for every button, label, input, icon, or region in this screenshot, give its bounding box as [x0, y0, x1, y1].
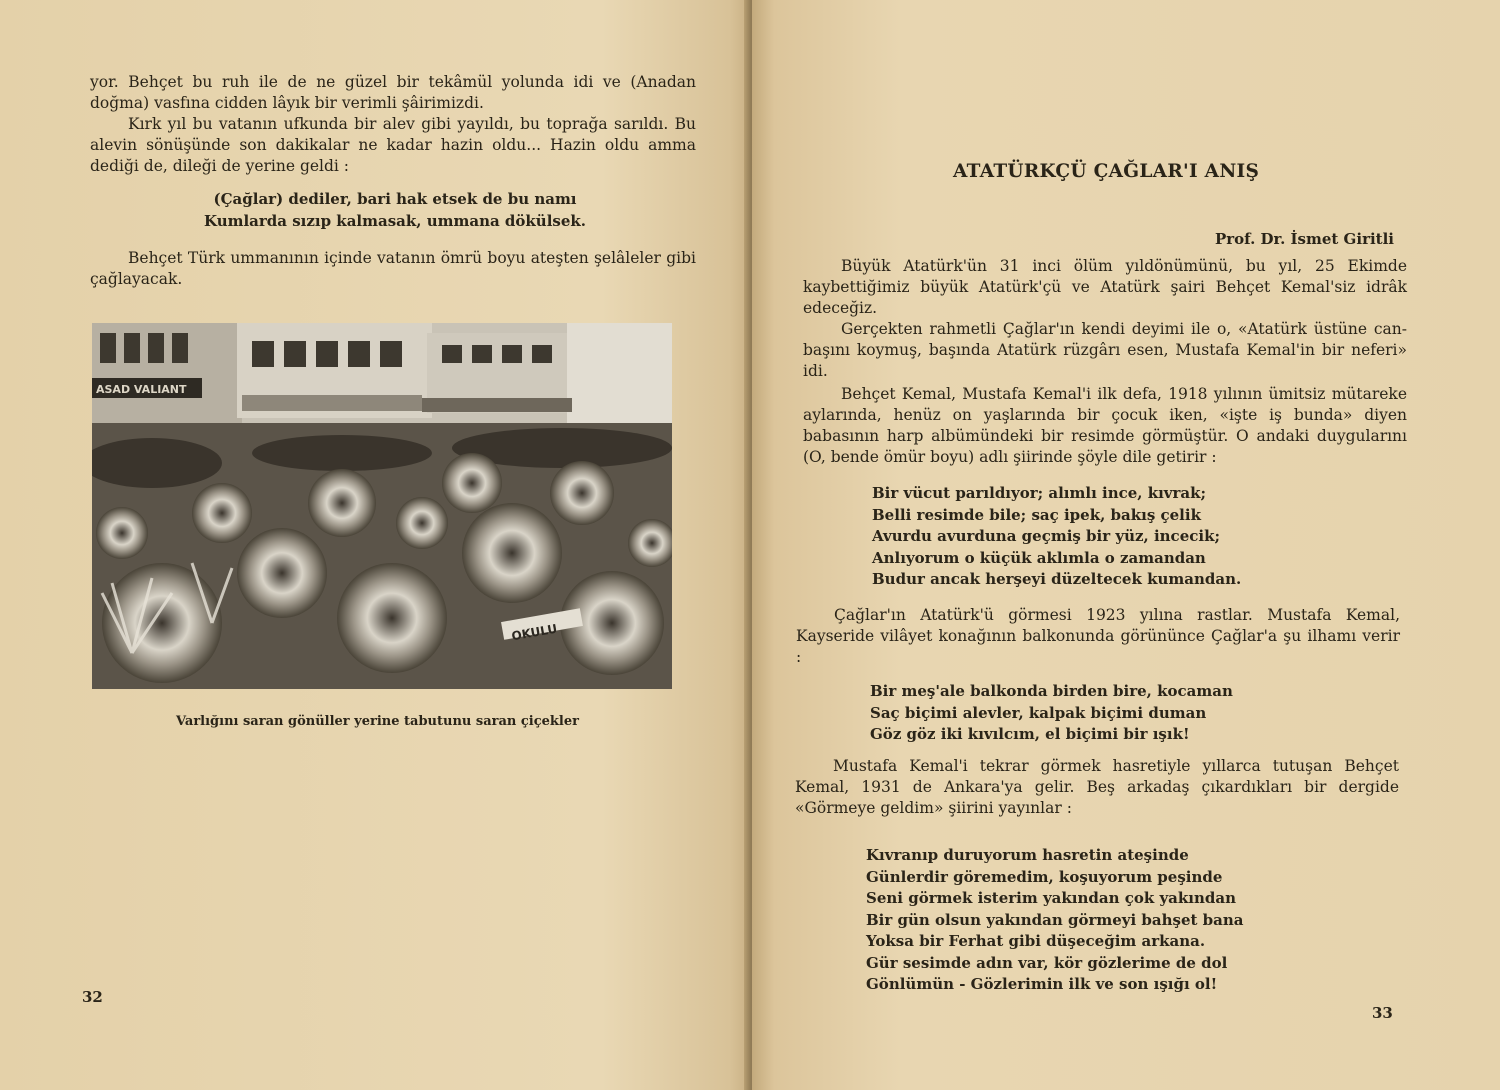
- right-paragraph-3-text: Behçet Kemal, Mustafa Kemal'i ilk defa, 1918 yılının ümitsiz mütareke aylarında, henüz on yaşlarında bir çocuk iken, «işte iş bunda» diyen babasının harp albümündeki bir resimde görmüştür. O andaki duygularını (O, bende ömür boyu) adlı şiirinde şöyle dile getirir :: [803, 385, 1407, 466]
- verse-line: Kıvranıp duruyorum hasretin ateşinde: [866, 846, 1189, 864]
- verse-line: Belli resimde bile; saç ipek, bakış çelik: [872, 505, 1201, 524]
- poem-o-bende-omur-boyu: [872, 483, 1241, 591]
- left-text-block-2: [90, 248, 696, 290]
- article-title: ATATÜRKÇÜ ÇAĞLAR'I ANIŞ: [953, 161, 1260, 182]
- verse-line: Bir vücut parıldıyor; alımlı ince, kıvrak;: [872, 484, 1207, 502]
- right-paragraph-2: [803, 319, 1407, 382]
- verse-line: Bir meş'ale balkonda birden bire, kocaman: [870, 682, 1233, 700]
- verse-line: Yoksa bir Ferhat gibi düşeceğim arkana.: [866, 932, 1206, 950]
- verse-line: Günlerdir göremedim, koşuyorum peşinde: [866, 867, 1223, 886]
- funeral-flowers-photo-illustration: [92, 323, 672, 689]
- photo-caption: Varlığını saran gönüller yerine tabutunu saran çiçekler: [176, 714, 579, 729]
- verse-line: Avurdu avurduna geçmiş bir yüz, incecik;: [872, 527, 1220, 545]
- right-paragraph-3: [803, 384, 1407, 468]
- left-text-block-1: [90, 72, 696, 177]
- verse-line: (Çağlar) dediler, bari hak etsek de bu namı: [213, 190, 577, 208]
- verse-line: Anlıyorum o küçük aklımla o zamandan: [872, 548, 1206, 567]
- right-paragraph-5: [795, 756, 1399, 819]
- right-paragraph-1-text: Büyük Atatürk'ün 31 inci ölüm yıldönümünü, bu yıl, 25 Ekimde kaybettiğimiz büyük Atatürk'çü ve Atatürk şairi Behçet Kemal'siz idrâk edeceğiz.: [803, 257, 1407, 317]
- poem-gormeye-geldim: [866, 845, 1244, 996]
- verse-line: Seni görmek isterim yakından çok yakından: [866, 889, 1237, 907]
- right-paragraph-1: [803, 256, 1407, 319]
- verse-line: Budur ancak herşeyi düzeltecek kumandan.: [872, 570, 1242, 588]
- right-paragraph-2-text: Gerçekten rahmetli Çağlar'ın kendi deyimi ile o, «Atatürk üstüne can-başını koymuş, başında Atatürk rüzgârı esen, Mustafa Kemal'in bir neferi» idi.: [803, 320, 1407, 380]
- poem-balkon: [870, 681, 1233, 746]
- right-paragraph-4-text: Çağlar'ın Atatürk'ü görmesi 1923 yılına rastlar. Mustafa Kemal, Kayseride vilâyet konağının balkonunda görününce Çağlar'a şu ilhamı verir :: [796, 606, 1400, 666]
- left-paragraph-1: yor. Behçet bu ruh ile de ne güzel bir tekâmül yolunda idi ve (Anadan doğma) vasfına cidden lâyık bir verimli şâirimizdi.: [90, 73, 696, 112]
- verse-line: Saç biçimi alevler, kalpak biçimi duman: [870, 703, 1207, 722]
- left-paragraph-3: Behçet Türk ummanının içinde vatanın ömrü boyu ateşten şelâleler gibi çağlayacak.: [90, 249, 696, 288]
- page-number-left: 32: [82, 988, 103, 1006]
- verse-line: Gür sesimde adın var, kör gözlerime de dol: [866, 953, 1228, 972]
- funeral-flowers-photo: [92, 323, 672, 689]
- article-author: Prof. Dr. İsmet Giritli: [1215, 230, 1394, 248]
- verse-line: Bir gün olsun yakından görmeyi bahşet bana: [866, 910, 1244, 929]
- left-verse: [204, 189, 586, 232]
- left-paragraph-2: Kırk yıl bu vatanın ufkunda bir alev gibi yayıldı, bu toprağa sarıldı. Bu alevin sönüşünde son dakikalar ne kadar hazin oldu... Hazin oldu amma dediği de, dileği de yerine geldi :: [90, 115, 696, 175]
- verse-line: Kumlarda sızıp kalmasak, ummana dökülsek.: [204, 211, 587, 230]
- wreath-ribbon-text: OKULU: [510, 621, 559, 644]
- verse-line: Gönlümün - Gözlerimin ilk ve son ışığı ol!: [866, 975, 1218, 993]
- right-paragraph-4: [796, 605, 1400, 668]
- verse-line: Göz göz iki kıvılcım, el biçimi bir ışık!: [870, 725, 1190, 743]
- right-paragraph-5-text: Mustafa Kemal'i tekrar görmek hasretiyle yıllarca tutuşan Behçet Kemal, 1931 de Ankara'ya gelir. Beş arkadaş çıkardıkları bir dergide «Görmeye geldim» şiirini yayınlar :: [795, 757, 1399, 817]
- shop-sign-text: ASAD VALIANT: [96, 383, 187, 396]
- page-number-right: 33: [1372, 1004, 1393, 1022]
